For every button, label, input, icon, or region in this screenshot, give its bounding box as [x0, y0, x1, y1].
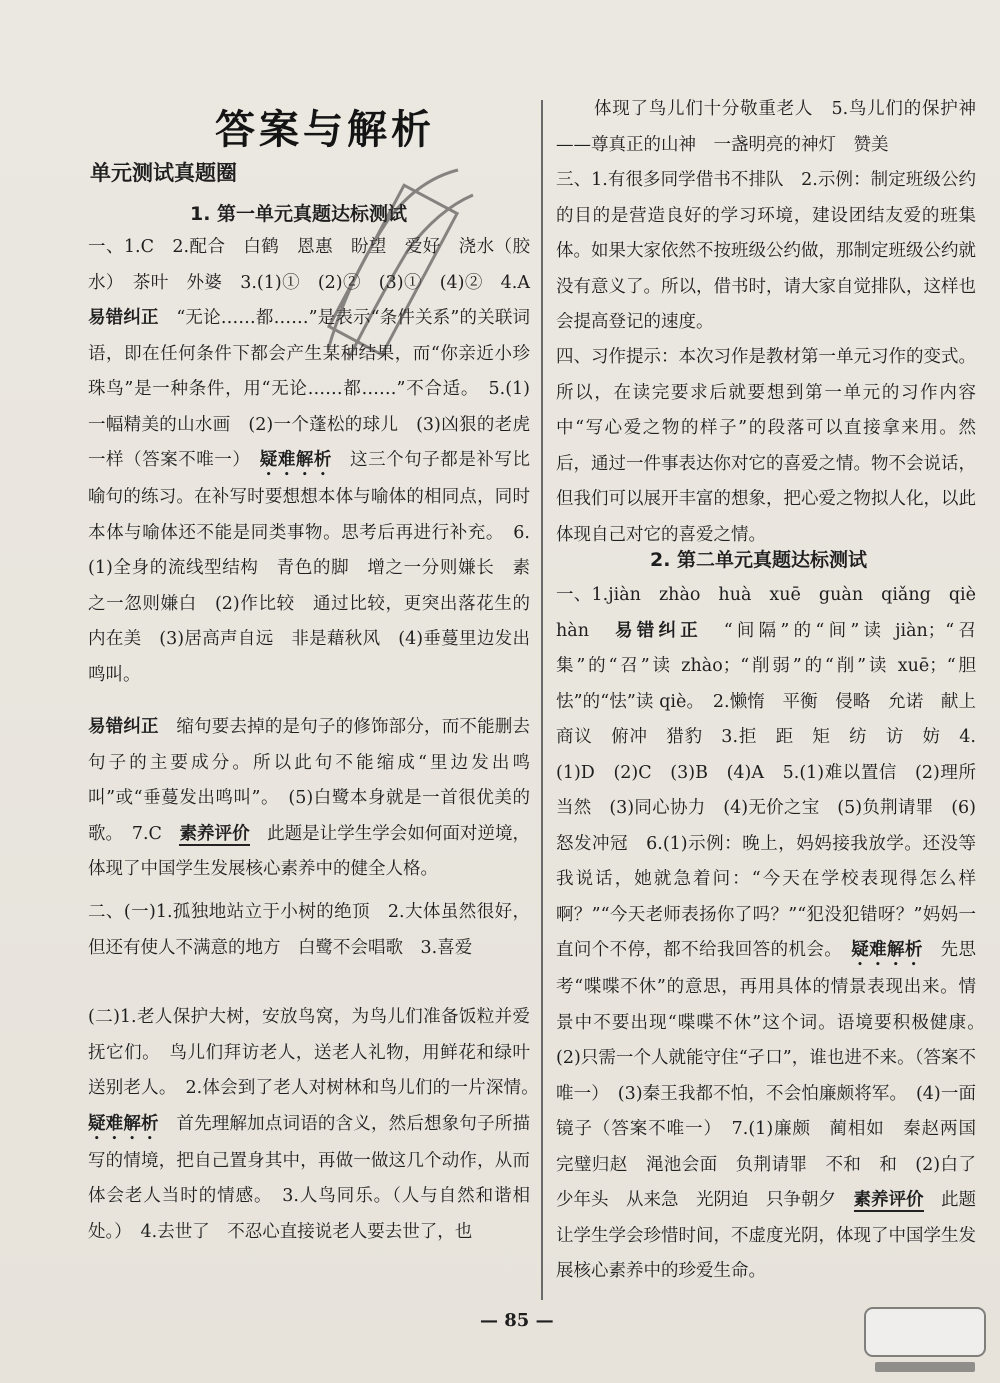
text-run: 此题是让学生学会如何面对逆境，体现了中国学生发展核心素养中的健全人格。	[88, 823, 531, 879]
label-error-correction: 易错纠正	[88, 308, 159, 328]
left-paragraph-2	[88, 710, 530, 888]
section-heading: 单元测试真题圈	[90, 161, 237, 185]
right-paragraph-2: 三、1.有很多同学借书不排队 2.示例：制定班级公约的目的是营造良好的学习环境，建设团结友爱的班集体。如果大家依然不按班级公约做，那制定班级公约就没有意义了。所以，借书时，请大家自觉排队，这样也会提高登记的速度。	[556, 170, 976, 332]
left-paragraph-3: 二、(一)1.孤独地站立于小树的绝顶 2.大体虽然很好，但还有使人不满意的地方 白鹭不会唱歌 3.喜爱	[88, 902, 530, 958]
text-run: 一、1.C 2.配合 白鹤 恩惠 盼望 爱好 浇水（胶水） 茶叶 外婆 3.(1)① (2)② (3)① (4)② 4.A	[88, 237, 548, 293]
text-run: (二)1.老人保护大树，安放鸟窝，为鸟儿们准备饭粒并爱抚它们。 鸟儿们拜访老人，送老人礼物，用鲜花和绿叶送别老人。 2.体会到了老人对树林和鸟儿们的一片深情。	[88, 1007, 548, 1098]
right-paragraph-4	[556, 578, 994, 1290]
right-paragraph-3: 四、习作提示：本次习作是教材第一单元习作的变式。所以，在读完要求后就要想到第一单元的习作内容中“写心爱之物的样子”的段落可以直接拿来用。然后，通过一件事表达你对它的喜爱之情。物不会说话，但我们可以展开丰富的想象，把心爱之物拟人化，以此体现自己对它的喜爱之情。	[556, 347, 976, 545]
right-paragraph-1: 体现了鸟儿们十分敬重老人 5.鸟儿们的保护神——尊真正的山神 一盏明亮的神灯 赞美	[556, 99, 976, 155]
text-run: 先思考“喋喋不休”的意思，再用具体的情景表现出来。情景中不要出现“喋喋不休”这个词。语境要积极健康。 (2)只需一个人就能守住“孑口”，谁也进不来。（答案不唯一） (3)秦王我都不怕，不会怕廉颇将军。 (4)一面镜子（答案不唯一） 7.(1)廉颇 蔺相如 秦赵两国 完璧归赵 渑池会面 负荆请罪 不和 和 (2)白了少年头 从来急 光阴迫 只争朝夕	[556, 940, 994, 1210]
text-run: 首先理解加点词语的含义，然后想象句子所描写的情境，把自己置身其中，再做一做这几个动作，从而体会老人当时的情感。 3.人鸟同乐。（人与自然和谐相处。） 4.去世了 不忍心直接说老人要去世了，也	[88, 1113, 530, 1242]
left-paragraph-1	[88, 230, 548, 693]
label-difficulty-analysis: 疑难解析	[88, 1113, 159, 1134]
unit1-heading: 1. 第一单元真题达标测试	[190, 203, 408, 225]
label-literacy-evaluation: 素养评价	[179, 823, 250, 844]
label-error-correction: 易错纠正	[614, 620, 702, 641]
text-run: 一、1.jiàn zhào huà xuē guàn qiǎng qiè hàn	[556, 585, 994, 641]
text-run: “无论……都……”是表示“条件关系”的关联词语，即在任何条件下都会产生某种结果，而“你亲近小珍珠鸟”是一种条件，用“无论……都……”不合适。 5.(1)一幅精美的山水画 (2)一个蓬松的球儿 (3)凶狠的老虎一样（答案不唯一）	[88, 308, 531, 470]
label-literacy-evaluation: 素养评价	[853, 1190, 924, 1210]
text-run: 这三个句子都是补写比喻句的练习。在补写时要想想本体与喻体的相同点，同时本体与喻体还不能是同类事物。思考后再进行补充。 6.(1)全身的流线型结构 青色的脚 增之一分则嫌长 素之一忽则嫌白 (2)作比较 通过比较，更突出落花生的内在美 (3)居高声自远 非是藉秋风 (4)垂蔓里边发出鸣叫。	[88, 450, 531, 685]
page-title: 答案与解析	[215, 106, 435, 153]
label-difficulty-analysis: 疑难解析	[851, 940, 923, 960]
page-number: — 85 —	[480, 1310, 554, 1331]
label-difficulty-analysis: 疑难解析	[259, 450, 332, 470]
site-logo-icon	[860, 1300, 990, 1380]
text-run: “间隔”的“间”读 jiàn；“召集”的“召”读 zhào；“削弱”的“削”读 xuē；“胆怯”的“怯”读 qiè。 2.懒惰 平衡 侵略 允诺 献上 商议 俯冲 猎豹 3.拒 距 矩 纺 访 妨 4.(1)D (2)C (3)B (4)A 5.(1)难以置信 (2)理所当然 (3)同心协力 (4)无价之宝 (5)负荆请罪 (6)怒发冲冠 6.(1)示例：晚上，妈妈接我放学。还没等我说话，她就急着问：“今天在学校表现得怎么样啊？”“今天老师表扬你了吗？”“犯没犯错呀？”妈妈一直问个不停，都不给我回答的机会。	[556, 620, 994, 960]
unit2-heading: 2. 第二单元真题达标测试	[650, 549, 868, 571]
text-run: 此题让学生学会珍惜时间，不虚度光阴，体现了中国学生发展核心素养中的珍爱生命。	[556, 1190, 976, 1281]
left-paragraph-4	[88, 1000, 548, 1250]
text-run: 缩句要去掉的是句子的修饰部分，而不能删去句子的主要成分。所以此句不能缩成“里边发出鸣叫”或“垂蔓发出鸣叫”。 (5)白鹭本身就是一首很优美的歌。 7.C	[88, 717, 530, 844]
label-error-correction: 易错纠正	[88, 717, 159, 737]
